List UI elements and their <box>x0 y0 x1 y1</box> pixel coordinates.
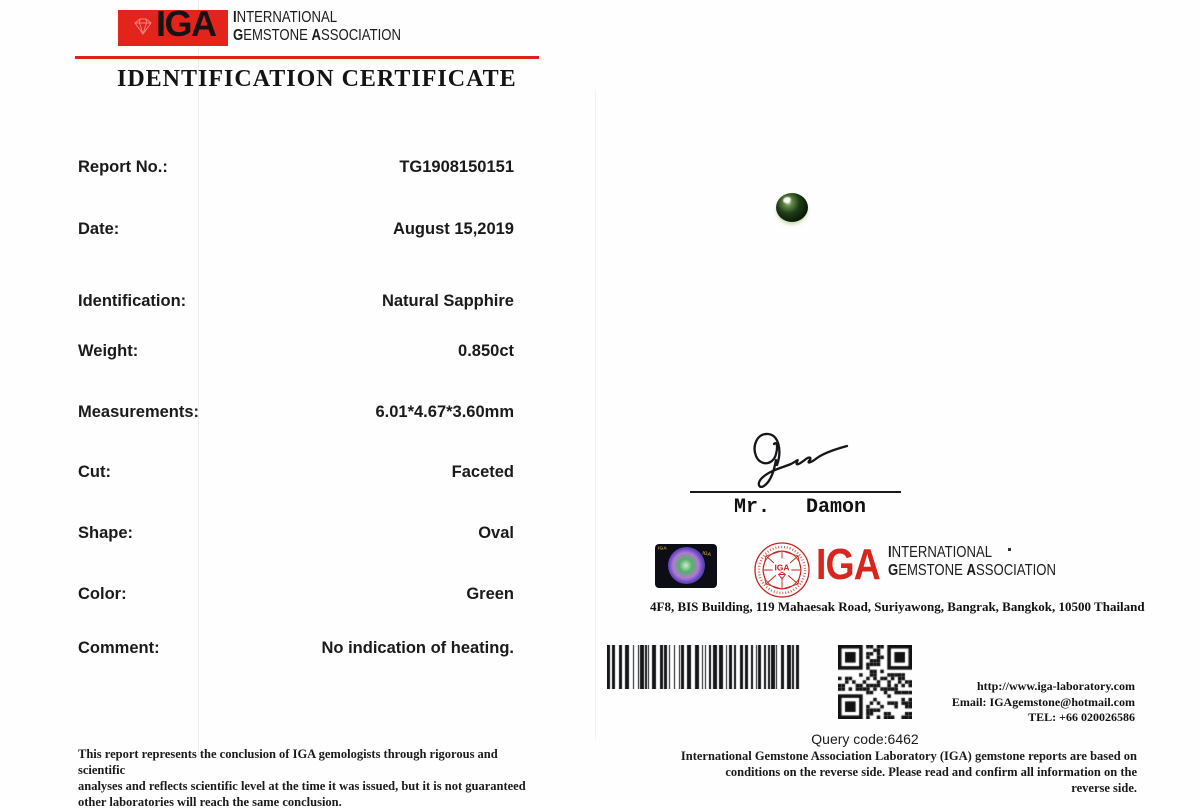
field-label: Cut: <box>78 463 111 481</box>
field-label: Identification: <box>78 292 187 310</box>
field-value: TG1908150151 <box>399 158 514 176</box>
disclaimer-right <box>667 748 1137 797</box>
telephone: TEL: +66 020026586 <box>1028 710 1135 724</box>
scan-fold-line <box>595 90 596 740</box>
field-row-color <box>78 585 514 604</box>
contact-block <box>895 679 1135 726</box>
disclaimer-line: analyses and reflects scientific level at the time it was issued, but it is not guaranteed <box>78 779 526 793</box>
brand-word-association: ASSOCIATION <box>966 562 1056 579</box>
iga-logo-text: IGA <box>156 3 216 44</box>
iga-logo-text-bottom: IGA <box>816 540 880 589</box>
field-label: Comment: <box>78 639 160 657</box>
field-value: 6.01*4.67*3.60mm <box>375 403 514 421</box>
field-row-report-no <box>78 158 514 177</box>
iga-brand-name-bottom <box>888 544 1056 580</box>
brand-word-gemstone: GEMSTONE <box>888 562 963 579</box>
signature-line <box>690 491 901 493</box>
iga-seal <box>753 541 811 599</box>
website-url: http://www.iga-laboratory.com <box>977 679 1135 693</box>
field-row-identification <box>78 292 514 311</box>
brand-word-association: ASSOCIATION <box>311 27 401 44</box>
field-label: Weight: <box>78 342 139 360</box>
disclaimer-line: reverse side. <box>1071 781 1137 796</box>
field-row-measurements <box>78 403 514 422</box>
disclaimer-left <box>78 746 528 810</box>
field-row-cut <box>78 463 514 482</box>
field-value: 0.850ct <box>458 342 514 360</box>
field-row-shape <box>78 524 514 543</box>
field-value: Natural Sapphire <box>381 292 514 310</box>
gemstone-photo <box>776 193 808 222</box>
field-row-comment <box>78 639 514 658</box>
field-value: Oval <box>478 524 514 542</box>
brand-word-gemstone: GEMSTONE <box>233 27 308 44</box>
field-value: No indication of heating. <box>321 639 514 657</box>
brand-line1: INTERNATIONAL <box>888 544 993 561</box>
seal-iga-text: IGA <box>774 562 790 573</box>
stray-dot-mark <box>1008 548 1011 551</box>
disclaimer-line: other laboratories will reach the same conclusion. <box>78 795 342 809</box>
hologram-iga-label: IGA <box>701 550 712 558</box>
query-code: Query code:6462 <box>811 731 919 747</box>
certificate-title: IDENTIFICATION CERTIFICATE <box>117 66 517 92</box>
hologram-disc <box>668 547 705 584</box>
field-label: Report No.: <box>78 158 168 176</box>
field-value: Green <box>466 585 514 603</box>
field-row-date <box>78 220 514 239</box>
signatory-name: Mr. Damon <box>733 496 867 519</box>
certificate-fields <box>78 0 514 700</box>
hologram-iga-label: IGA <box>658 545 667 551</box>
field-label: Date: <box>78 220 120 238</box>
field-label: Shape: <box>78 524 134 542</box>
field-label: Measurements: <box>78 403 200 421</box>
disclaimer-line: conditions on the reverse side. Please read and confirm all information on the <box>725 765 1137 780</box>
email-address: Email: IGAgemstone@hotmail.com <box>951 694 1135 709</box>
barcode <box>607 645 800 689</box>
field-value: August 15,2019 <box>392 220 514 238</box>
hologram-sticker <box>655 544 717 588</box>
field-row-weight <box>78 342 514 361</box>
disclaimer-line: International Gemstone Association Laboratory (IGA) gemstone reports are based on <box>680 749 1137 763</box>
field-value: Faceted <box>451 463 514 481</box>
brand-line1: INTERNATIONAL <box>233 9 338 26</box>
org-address: 4F8, BIS Building, 119 Mahaesak Road, Suriyawong, Bangrak, Bangkok, 10500 Thailand <box>650 599 1145 614</box>
signature-scribble <box>746 429 858 493</box>
field-label: Color: <box>78 585 127 603</box>
disclaimer-line: This report represents the conclusion of IGA gemologists through rigorous and scientific <box>78 747 498 777</box>
